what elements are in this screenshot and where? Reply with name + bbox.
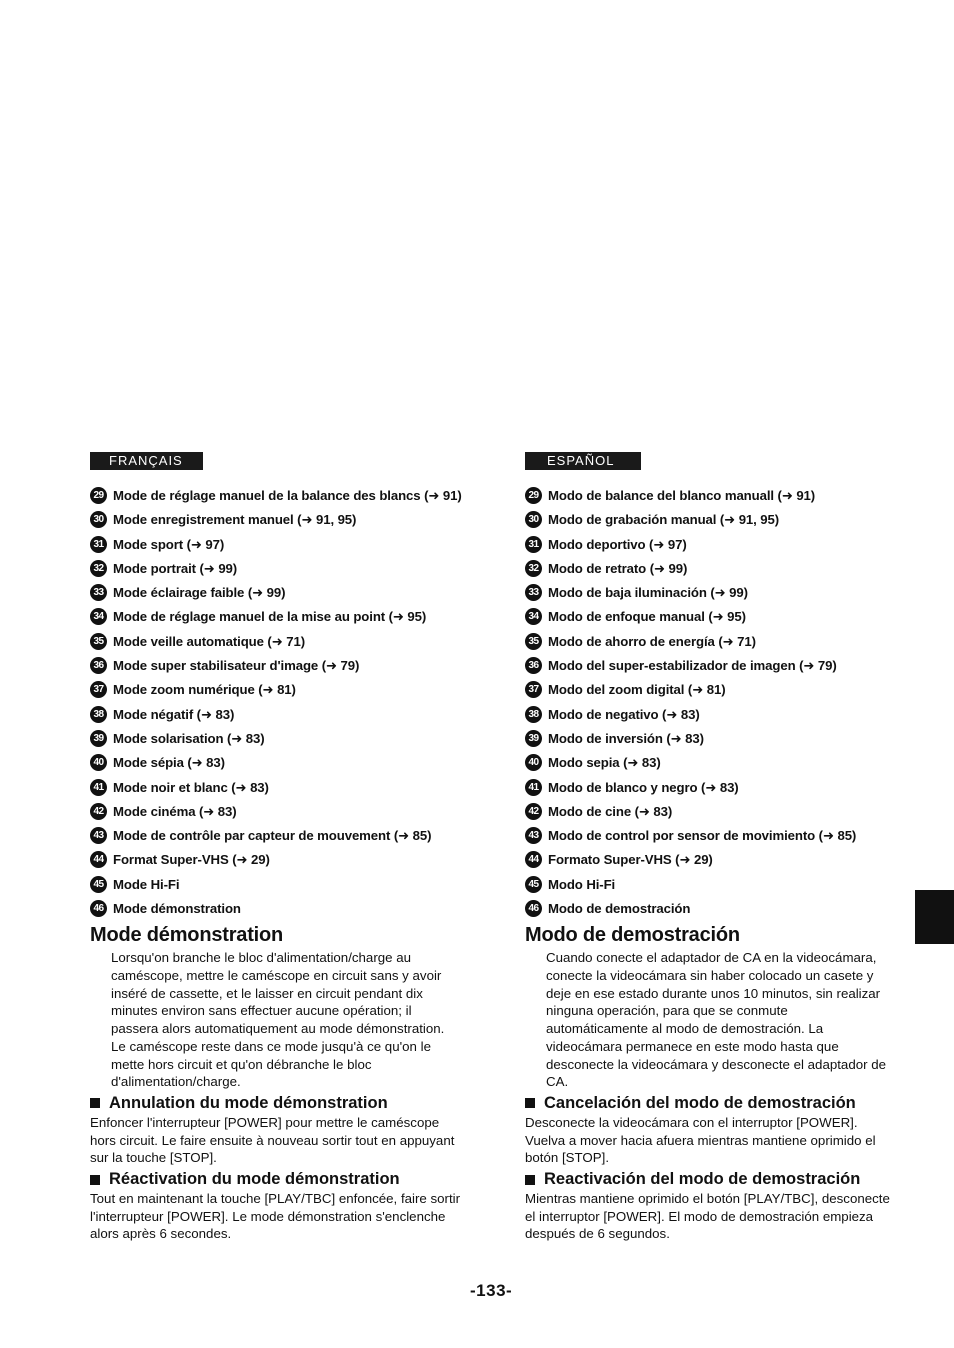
list-item (90, 803, 465, 820)
list-item (525, 827, 900, 844)
list-item (90, 900, 465, 917)
list-item (525, 851, 900, 868)
list-item (90, 730, 465, 747)
square-bullet-icon (90, 1098, 100, 1108)
circled-number-icon: 35 (525, 633, 542, 650)
list-item (525, 876, 900, 893)
square-bullet-icon (525, 1098, 535, 1108)
list-item (90, 584, 465, 601)
list-item (90, 536, 465, 553)
list-item-label: Modo de demostración (548, 901, 691, 917)
circled-number-icon: 34 (90, 608, 107, 625)
spanish-demo-intro: Cuando conecte el adaptador de CA en la videocámara, conecte la videocámara sin haber colocado un casete y deje en ese estado durante unos 10 minutos, sin realizar ninguna operación, para que se conmute automáticamente al modo de demostración. La videocámara permanece en este modo hasta que desconecte la videocámara y desconecte el adaptador de CA. (546, 950, 887, 1090)
list-item-label: Formato Super-VHS (➜ 29) (548, 852, 713, 868)
list-item (90, 633, 465, 650)
list-item (525, 730, 900, 747)
circled-number-icon: 33 (525, 584, 542, 601)
list-item-label: Mode zoom numérique (➜ 81) (113, 682, 296, 698)
list-item (525, 779, 900, 796)
list-item (90, 657, 465, 674)
square-bullet-icon (525, 1175, 535, 1185)
list-item-label: Modo de control por sensor de movimiento (➜ 85) (548, 828, 857, 844)
list-item (525, 608, 900, 625)
list-item-label: Modo de retrato (➜ 99) (548, 560, 688, 576)
list-item (525, 487, 900, 504)
circled-number-icon: 32 (90, 560, 107, 577)
list-item (90, 779, 465, 796)
list-item-label: Mode de contrôle par capteur de mouvement (➜ 85) (113, 828, 432, 844)
spanish-mode-list (525, 487, 900, 917)
circled-number-icon: 46 (90, 900, 107, 917)
list-item (90, 511, 465, 528)
list-item-label: Modo de negativo (➜ 83) (548, 706, 700, 722)
spanish-cancel-heading: Cancelación del modo de demostración (525, 1094, 900, 1113)
list-item-label: Mode sépia (➜ 83) (113, 755, 225, 771)
list-item-label: Mode démonstration (113, 901, 241, 917)
circled-number-icon: 44 (90, 851, 107, 868)
list-item (525, 706, 900, 723)
circled-number-icon: 29 (90, 487, 107, 504)
circled-number-icon: 36 (90, 657, 107, 674)
list-item (525, 584, 900, 601)
list-item-label: Modo de balance del blanco manuall (➜ 91) (548, 488, 816, 503)
square-bullet-icon (90, 1175, 100, 1185)
list-item (525, 633, 900, 650)
list-item-label: Format Super-VHS (➜ 29) (113, 852, 270, 868)
list-item-label: Modo de blanco y negro (➜ 83) (548, 779, 739, 795)
list-item (90, 827, 465, 844)
circled-number-icon: 39 (90, 730, 107, 747)
list-item (525, 681, 900, 698)
list-item-label: Mode sport (➜ 97) (113, 536, 225, 552)
circled-number-icon: 46 (525, 900, 542, 917)
list-item (525, 560, 900, 577)
circled-number-icon: 31 (90, 536, 107, 553)
section-side-tab (915, 890, 954, 944)
french-column (90, 452, 465, 1243)
list-item-label: Modo sepia (➜ 83) (548, 755, 661, 771)
circled-number-icon: 33 (90, 584, 107, 601)
list-item (525, 754, 900, 771)
list-item-label: Modo del zoom digital (➜ 81) (548, 682, 726, 698)
french-demo-intro: Lorsqu'on branche le bloc d'alimentation/charge au caméscope, mettre le caméscope en circuit sans y avoir inséré de cassette, et le laisser en circuit pendant dix minutes environ sans effectuer aucune opération; il passera alors automatiquement au mode démonstration. Le caméscope reste dans ce mode jusqu'à ce qu'on le mette hors circuit et qu'on débranche le bloc d'alimentation/charge. (111, 950, 445, 1090)
list-item-label: Mode Hi-Fi (113, 876, 180, 892)
language-tab-spanish: ESPAÑOL (525, 452, 641, 470)
circled-number-icon: 36 (525, 657, 542, 674)
list-item-label: Mode de réglage manuel de la balance des blancs (➜ 91) (113, 488, 462, 503)
spanish-cancel-text: Desconecte la videocámara con el interruptor [POWER]. Vuelva a mover hacia afuera mientras mantiene oprimido el botón [STOP]. (525, 1114, 876, 1166)
list-item (525, 511, 900, 528)
list-item-label: Mode enregistrement manuel (➜ 91, 95) (113, 512, 357, 528)
list-item-label: Modo de inversión (➜ 83) (548, 730, 704, 746)
circled-number-icon: 38 (90, 706, 107, 723)
list-item (90, 754, 465, 771)
circled-number-icon: 44 (525, 851, 542, 868)
circled-number-icon: 43 (90, 827, 107, 844)
circled-number-icon: 45 (90, 876, 107, 893)
list-item (525, 900, 900, 917)
list-item-label: Modo de cine (➜ 83) (548, 803, 673, 819)
language-tab-french: FRANÇAIS (90, 452, 203, 470)
list-item-label: Modo de baja iluminación (➜ 99) (548, 585, 748, 601)
list-item-label: Modo de grabación manual (➜ 91, 95) (548, 512, 780, 528)
list-item-label: Mode éclairage faible (➜ 99) (113, 585, 286, 601)
list-item (90, 487, 465, 504)
list-item-label: Mode super stabilisateur d'image (➜ 79) (113, 658, 360, 674)
circled-number-icon: 39 (525, 730, 542, 747)
list-item (90, 706, 465, 723)
spanish-reactivate-heading: Reactivación del modo de demostración (525, 1170, 900, 1189)
french-mode-list (90, 487, 465, 917)
circled-number-icon: 40 (525, 754, 542, 771)
circled-number-icon: 42 (525, 803, 542, 820)
list-item-label: Mode négatif (➜ 83) (113, 706, 235, 722)
list-item (90, 851, 465, 868)
list-item-label: Modo del super-estabilizador de imagen (➜ 79) (548, 658, 837, 674)
list-item-label: Modo de ahorro de energía (➜ 71) (548, 633, 756, 649)
list-item-label: Modo Hi-Fi (548, 876, 616, 892)
french-cancel-text: Enfoncer l'interrupteur [POWER] pour mettre le caméscope hors circuit. Le faire ensuite à nouveau sortir tout en appuyant sur la touche [STOP]. (90, 1114, 455, 1166)
list-item-label: Mode de réglage manuel de la mise au point (➜ 95) (113, 609, 427, 625)
spanish-reactivate-text: Mientras mantiene oprimido el botón [PLAY/TBC], desconecte el interruptor [POWER]. El modo de demostración empieza después de 6 segundos. (525, 1191, 890, 1242)
circled-number-icon: 37 (525, 681, 542, 698)
list-item (90, 608, 465, 625)
circled-number-icon: 37 (90, 681, 107, 698)
circled-number-icon: 40 (90, 754, 107, 771)
circled-number-icon: 34 (525, 608, 542, 625)
circled-number-icon: 42 (90, 803, 107, 820)
list-item-label: Mode noir et blanc (➜ 83) (113, 779, 269, 795)
list-item-label: Mode solarisation (➜ 83) (113, 730, 265, 746)
circled-number-icon: 32 (525, 560, 542, 577)
circled-number-icon: 38 (525, 706, 542, 723)
french-reactivate-text: Tout en maintenant la touche [PLAY/TBC] enfoncée, faire sortir l'interrupteur [POWER]. Le mode démonstration s'enclenche alors après 6 secondes. (90, 1191, 461, 1242)
circled-number-icon: 30 (525, 511, 542, 528)
list-item (90, 560, 465, 577)
list-item (525, 657, 900, 674)
list-item-label: Mode cinéma (➜ 83) (113, 803, 237, 819)
spanish-demo-heading: Modo de demostración (525, 924, 740, 947)
circled-number-icon: 45 (525, 876, 542, 893)
list-item (90, 876, 465, 893)
list-item-label: Modo deportivo (➜ 97) (548, 536, 687, 552)
list-item-label: Modo de enfoque manual (➜ 95) (548, 609, 746, 625)
french-cancel-heading: Annulation du mode démonstration (90, 1094, 465, 1113)
circled-number-icon: 41 (525, 779, 542, 796)
circled-number-icon: 41 (90, 779, 107, 796)
circled-number-icon: 35 (90, 633, 107, 650)
list-item (90, 681, 465, 698)
french-demo-heading: Mode démonstration (90, 924, 284, 947)
circled-number-icon: 29 (525, 487, 542, 504)
list-item-label: Mode portrait (➜ 99) (113, 560, 238, 576)
list-item (525, 803, 900, 820)
circled-number-icon: 30 (90, 511, 107, 528)
circled-number-icon: 31 (525, 536, 542, 553)
spanish-column (525, 452, 900, 1243)
circled-number-icon: 43 (525, 827, 542, 844)
list-item-label: Mode veille automatique (➜ 71) (113, 633, 305, 649)
french-reactivate-heading: Réactivation du mode démonstration (90, 1170, 465, 1189)
list-item (525, 536, 900, 553)
page-number: -133- (470, 1281, 513, 1300)
